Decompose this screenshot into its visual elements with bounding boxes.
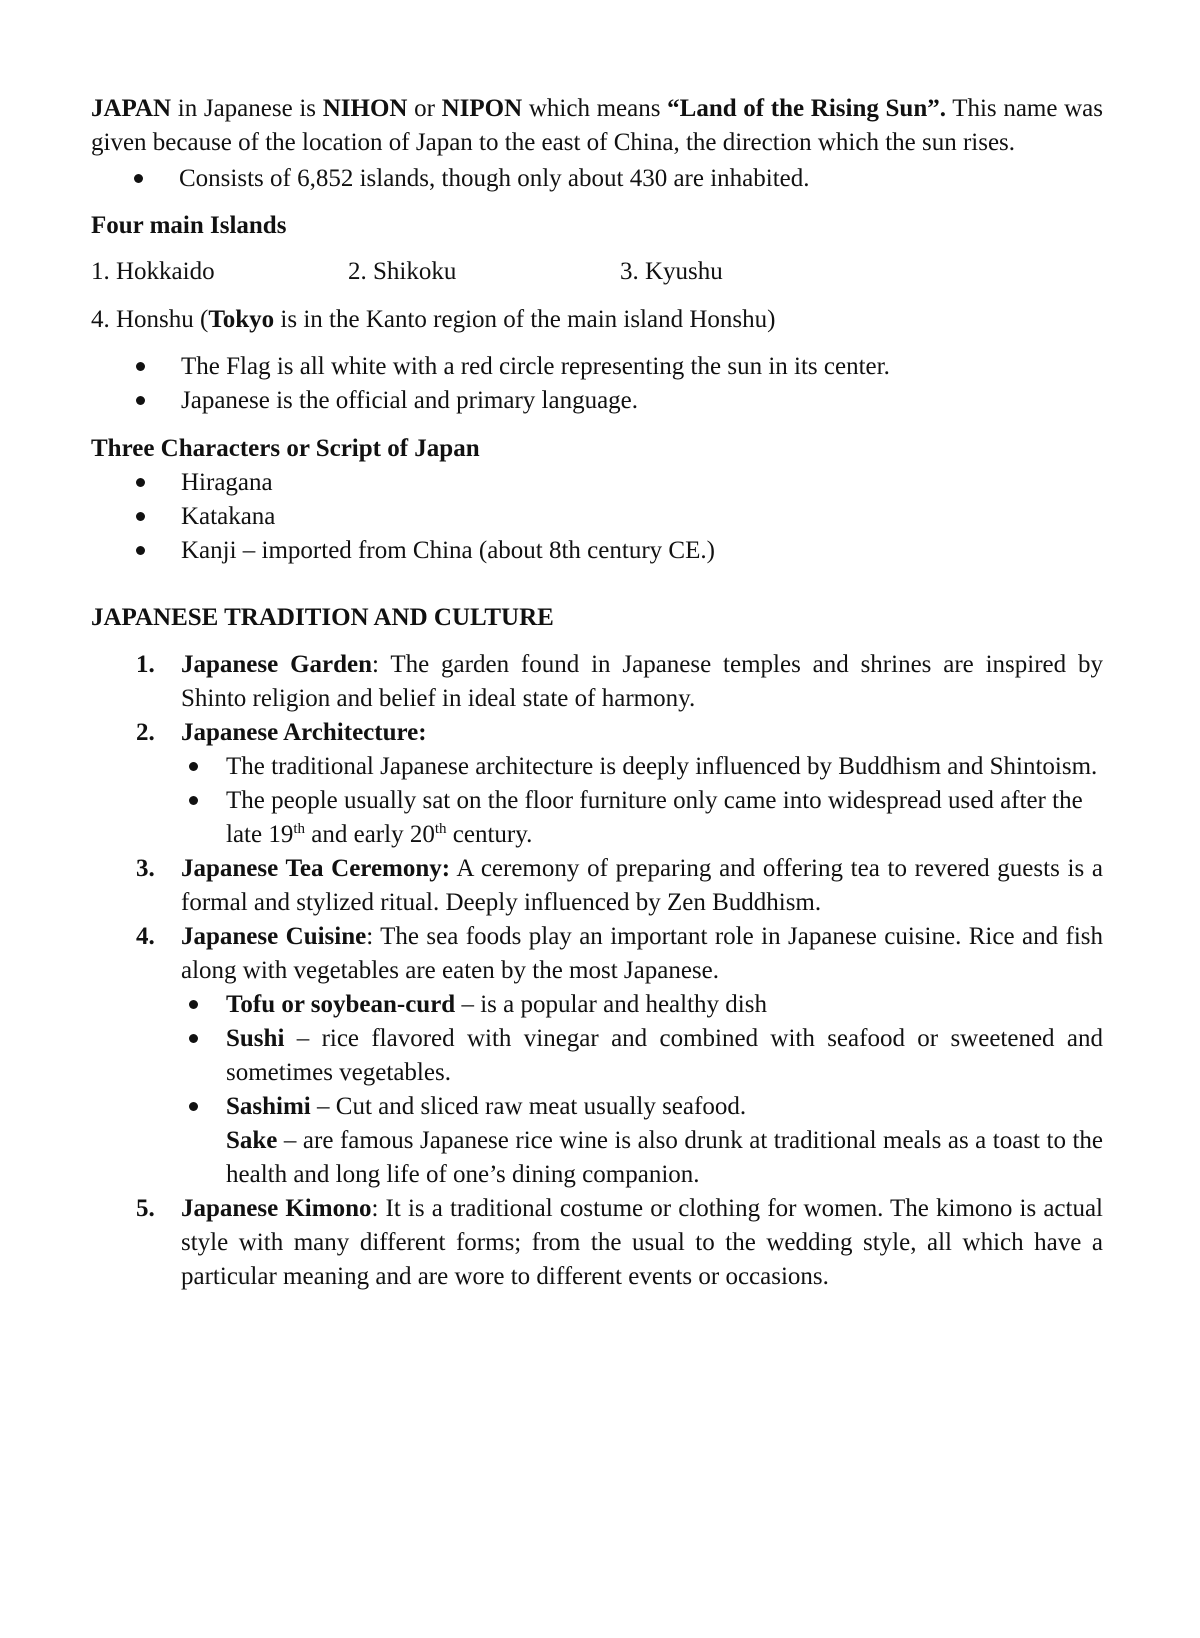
list-item: The people usually sat on the floor furniture only came into widespread used after the late 19th and early 20th century. bbox=[181, 784, 1103, 852]
list-item: Consists of 6,852 islands, though only about 430 are inhabited. bbox=[89, 162, 1101, 196]
island-shikoku: 2. Shikoku bbox=[348, 258, 457, 285]
list-item: Sake – are famous Japanese rice wine is also drunk at traditional meals as a toast to the health and long life of one’s dining companion. bbox=[226, 1127, 1103, 1188]
scripts-list bbox=[91, 466, 1103, 568]
cuisine-bullets bbox=[181, 988, 1103, 1192]
list-item-cuisine: 4. Japanese Cuisine: The sea foods play an important role in Japanese cuisine. Rice and fish along with vegetables are eaten by the most Japanese. Tofu or soybean-curd – is a popular and healthy dish Sushi – rice flavored with vinegar and combined with seafood or sweetened and sometimes vegetables. Sashimi – Cut and sliced raw meat usually seafood. Sake – are famous Japanese rice wine is also drunk at traditional meals as a toast to the health and long life of one’s dining companion. bbox=[91, 920, 1103, 1192]
list-item: Katakana bbox=[91, 500, 1103, 534]
list-item: Kanji – imported from China (about 8th century CE.) bbox=[91, 534, 1103, 568]
japan-facts-list bbox=[91, 350, 1103, 418]
japan-term: JAPAN bbox=[91, 95, 172, 122]
nihon-term: NIHON bbox=[322, 95, 408, 122]
intro-bullets bbox=[91, 162, 1103, 196]
document-page bbox=[91, 92, 1103, 1294]
land-rising-sun: “Land of the Rising Sun”. bbox=[667, 95, 946, 122]
list-item: Japanese is the official and primary language. bbox=[91, 384, 1103, 418]
tradition-list bbox=[91, 648, 1103, 1294]
scripts-heading: Three Characters or Script of Japan bbox=[91, 435, 480, 462]
list-item: Tofu or soybean-curd – is a popular and healthy dish bbox=[181, 988, 1103, 1022]
list-item: Sashimi – Cut and sliced raw meat usually seafood. bbox=[181, 1090, 1103, 1124]
list-item: Sushi – rice flavored with vinegar and combined with seafood or sweetened and sometimes vegetables. bbox=[181, 1022, 1103, 1090]
islands-row bbox=[91, 255, 1103, 289]
island-kyushu: 3. Kyushu bbox=[620, 258, 723, 285]
list-item: The Flag is all white with a red circle representing the sun in its center. bbox=[91, 350, 1103, 384]
list-item-architecture: 2. Japanese Architecture: The traditional Japanese architecture is deeply influenced by Buddhism and Shintoism. The people usually sat on the floor furniture only came into widespread used after the late 19th and early 20th century. bbox=[91, 716, 1103, 852]
island-honshu: 4. Honshu (Tokyo is in the Kanto region of the main island Honshu) bbox=[91, 306, 776, 333]
architecture-bullets bbox=[181, 750, 1103, 852]
intro-paragraph: JAPAN in Japanese is NIHON or NIPON which means “Land of the Rising Sun”. This name was given because of the location of Japan to the east of China, the direction which the sun rises. bbox=[91, 95, 1104, 156]
four-islands-heading: Four main Islands bbox=[91, 212, 287, 239]
list-item-kimono: 5. Japanese Kimono: It is a traditional costume or clothing for women. The kimono is actual style with many different forms; from the usual to the wedding style, all which have a particular meaning and are wore to different events or occasions. bbox=[136, 1195, 1104, 1290]
list-item: Hiragana bbox=[91, 466, 1103, 500]
list-item: The traditional Japanese architecture is deeply influenced by Buddhism and Shintoism. bbox=[181, 750, 1103, 784]
list-item-tea-ceremony: 3. Japanese Tea Ceremony: A ceremony of preparing and offering tea to revered guests is a formal and stylized ritual. Deeply influenced by Zen Buddhism. bbox=[136, 855, 1103, 916]
tradition-heading: JAPANESE TRADITION AND CULTURE bbox=[91, 604, 554, 631]
list-item-garden: 1. Japanese Garden: The garden found in Japanese temples and shrines are inspired by Shinto religion and belief in ideal state of harmony. bbox=[136, 651, 1103, 712]
nipon-term: NIPON bbox=[441, 95, 523, 122]
island-hokkaido: 1. Hokkaido bbox=[91, 258, 215, 285]
